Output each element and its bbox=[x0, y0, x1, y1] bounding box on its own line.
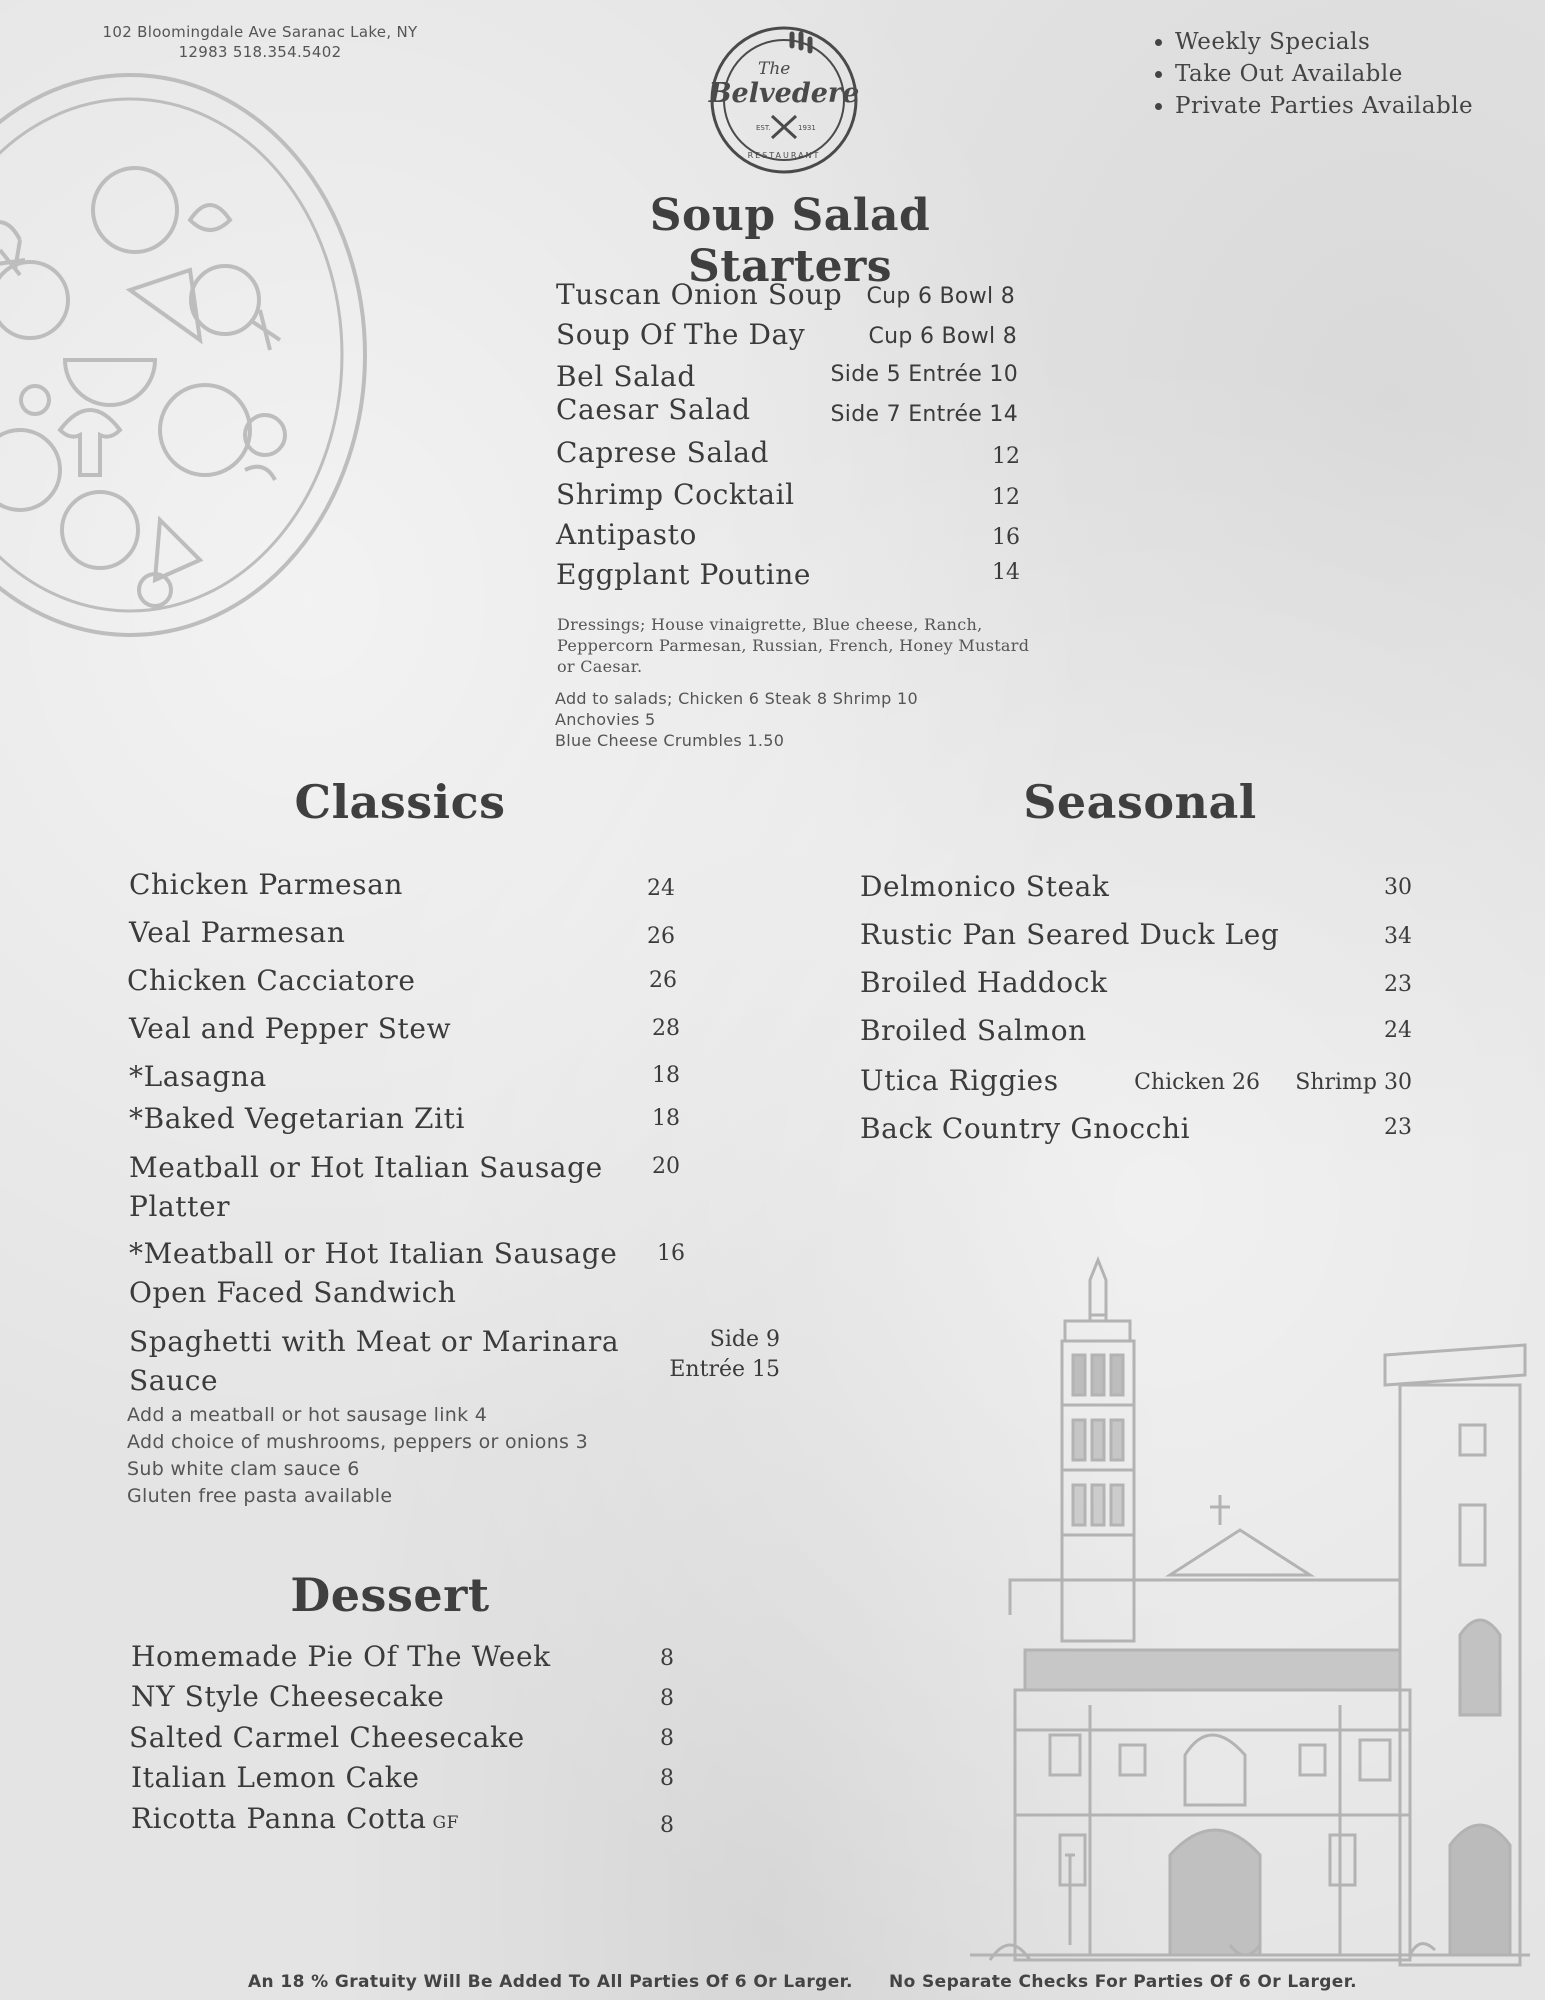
dessert-item-name: Homemade Pie Of The Week bbox=[131, 1640, 551, 1673]
starter-item-name: Bel Salad bbox=[556, 360, 696, 393]
seasonal-item-name: Back Country Gnocchi bbox=[860, 1112, 1191, 1145]
classic-item-name: Chicken Parmesan bbox=[129, 868, 404, 901]
classic-item-price-side: Side 9 bbox=[709, 1327, 780, 1352]
feature-weekly-specials: • Weekly Specials bbox=[1175, 26, 1473, 58]
dessert-section-title: Dessert bbox=[290, 1568, 490, 1622]
starters-section-title: Soup Salad Starters bbox=[649, 190, 931, 292]
gluten-free-tag: GF bbox=[432, 1813, 459, 1833]
dessert-item-name: Italian Lemon Cake bbox=[131, 1761, 420, 1794]
dessert-item-name: Ricotta Panna Cotta bbox=[131, 1802, 427, 1835]
seasonal-item-price-shrimp: Shrimp 30 bbox=[1295, 1070, 1412, 1095]
address-line-1: 102 Bloomingdale Ave Saranac Lake, NY bbox=[102, 23, 418, 41]
starter-item-name: Shrimp Cocktail bbox=[556, 478, 795, 511]
classic-item-name: *Meatball or Hot Italian Sausage Open Faced Sandwich bbox=[129, 1237, 618, 1309]
starter-item-name: Caesar Salad bbox=[556, 393, 751, 426]
seasonal-item-name: Utica Riggies bbox=[860, 1064, 1059, 1097]
dessert-item-name: Salted Carmel Cheesecake bbox=[129, 1721, 525, 1754]
seasonal-item-price: 24 bbox=[1384, 1018, 1412, 1043]
classics-note-line: Gluten free pasta available bbox=[127, 1485, 393, 1507]
starter-item-name: Tuscan Onion Soup bbox=[556, 278, 843, 311]
dessert-item-price: 8 bbox=[660, 1646, 674, 1671]
classic-item-price: 28 bbox=[652, 1016, 680, 1041]
logo-word-the: The bbox=[758, 59, 791, 79]
dessert-item bbox=[131, 1802, 459, 1835]
add-on-line: Add to salads; Chicken 6 Steak 8 Shrimp 10 bbox=[555, 689, 918, 708]
gratuity-notice: An 18 % Gratuity Will Be Added To All Parties Of 6 Or Larger. bbox=[248, 1972, 853, 1992]
seasonal-section-title: Seasonal bbox=[1023, 775, 1257, 829]
logo-ring-text: RESTAURANT bbox=[747, 151, 821, 160]
seasonal-item-name: Broiled Haddock bbox=[860, 966, 1108, 999]
dessert-item-price: 8 bbox=[660, 1686, 674, 1711]
logo-year: 1931 bbox=[798, 124, 816, 132]
starter-item-price: Side 5 Entrée 10 bbox=[830, 362, 1018, 387]
add-on-line: Anchovies 5 bbox=[555, 710, 656, 729]
starter-item-price: Cup 6 Bowl 8 bbox=[868, 324, 1017, 349]
classics-notes bbox=[127, 1402, 588, 1510]
classic-item-price: 24 bbox=[647, 876, 675, 901]
dessert-item-price: 8 bbox=[660, 1813, 674, 1838]
classic-item-price: 26 bbox=[647, 924, 675, 949]
restaurant-address bbox=[70, 22, 450, 63]
logo-word-belvedere: Belvedere bbox=[708, 78, 860, 109]
starter-item-price: Side 7 Entrée 14 bbox=[830, 402, 1018, 427]
seasonal-item-price: 30 bbox=[1384, 875, 1412, 900]
starter-item-name: Eggplant Poutine bbox=[556, 558, 812, 591]
classic-item-name: Chicken Cacciatore bbox=[127, 964, 416, 997]
seasonal-item-price: 23 bbox=[1384, 1115, 1412, 1140]
add-on-line: Blue Cheese Crumbles 1.50 bbox=[555, 731, 785, 750]
classic-item-price: 18 bbox=[652, 1063, 680, 1088]
classics-note-line: Sub white clam sauce 6 bbox=[127, 1458, 360, 1480]
classic-item-price: 16 bbox=[657, 1241, 685, 1266]
classics-section-title: Classics bbox=[294, 775, 506, 829]
seasonal-item-name: Rustic Pan Seared Duck Leg bbox=[860, 918, 1280, 951]
restaurant-features-list bbox=[1150, 26, 1473, 122]
starter-item-name: Caprese Salad bbox=[556, 436, 770, 469]
salad-add-ons bbox=[555, 688, 918, 751]
church-building-illustration bbox=[970, 1255, 1540, 1980]
address-line-2: 12983 518.354.5402 bbox=[178, 43, 342, 62]
starter-item-price: 12 bbox=[992, 485, 1020, 510]
classic-item-name: *Lasagna bbox=[129, 1060, 267, 1093]
classic-item-name: Veal and Pepper Stew bbox=[129, 1012, 452, 1045]
starter-item-price: 14 bbox=[992, 560, 1020, 585]
classic-item-name: *Baked Vegetarian Ziti bbox=[129, 1102, 466, 1135]
seasonal-item-price-chicken: Chicken 26 bbox=[1134, 1070, 1260, 1095]
classic-item-price: 20 bbox=[652, 1154, 680, 1179]
classic-item-name: Spaghetti with Meat or Marinara Sauce bbox=[129, 1325, 620, 1397]
classic-item-name: Veal Parmesan bbox=[129, 916, 346, 949]
belvedere-logo bbox=[708, 24, 860, 176]
seasonal-item-price: 34 bbox=[1384, 924, 1412, 949]
dressings-note: Dressings; House vinaigrette, Blue cheese, Ranch, Peppercorn Parmesan, Russian, French, Honey Mustard or Caesar. bbox=[557, 615, 1030, 676]
classic-item-price-entree: Entrée 15 bbox=[669, 1357, 780, 1382]
starter-item-price: 16 bbox=[992, 525, 1020, 550]
pizza-illustration bbox=[0, 70, 420, 650]
feature-private-parties: • Private Parties Available bbox=[1175, 90, 1473, 122]
logo-est: EST. bbox=[756, 124, 771, 132]
starter-item-name: Antipasto bbox=[556, 518, 697, 551]
classic-item-name: Meatball or Hot Italian Sausage Platter bbox=[129, 1151, 603, 1223]
classic-item-price: 26 bbox=[649, 968, 677, 993]
seasonal-item-name: Delmonico Steak bbox=[860, 870, 1110, 903]
separate-checks-notice: No Separate Checks For Parties Of 6 Or Larger. bbox=[889, 1972, 1357, 1992]
classics-note-line: Add choice of mushrooms, peppers or onions 3 bbox=[127, 1431, 588, 1453]
seasonal-item-name: Broiled Salmon bbox=[860, 1014, 1087, 1047]
feature-take-out: • Take Out Available bbox=[1175, 58, 1473, 90]
starter-item-name: Soup Of The Day bbox=[556, 318, 806, 351]
starter-item-price: 12 bbox=[992, 444, 1020, 469]
dessert-item-name: NY Style Cheesecake bbox=[131, 1680, 445, 1713]
seasonal-item-price: 23 bbox=[1384, 972, 1412, 997]
dessert-item-price: 8 bbox=[660, 1766, 674, 1791]
classic-item-price: 18 bbox=[652, 1106, 680, 1131]
starter-item-price: Cup 6 Bowl 8 bbox=[866, 284, 1015, 309]
classics-note-line: Add a meatball or hot sausage link 4 bbox=[127, 1404, 488, 1426]
dessert-item-price: 8 bbox=[660, 1726, 674, 1751]
